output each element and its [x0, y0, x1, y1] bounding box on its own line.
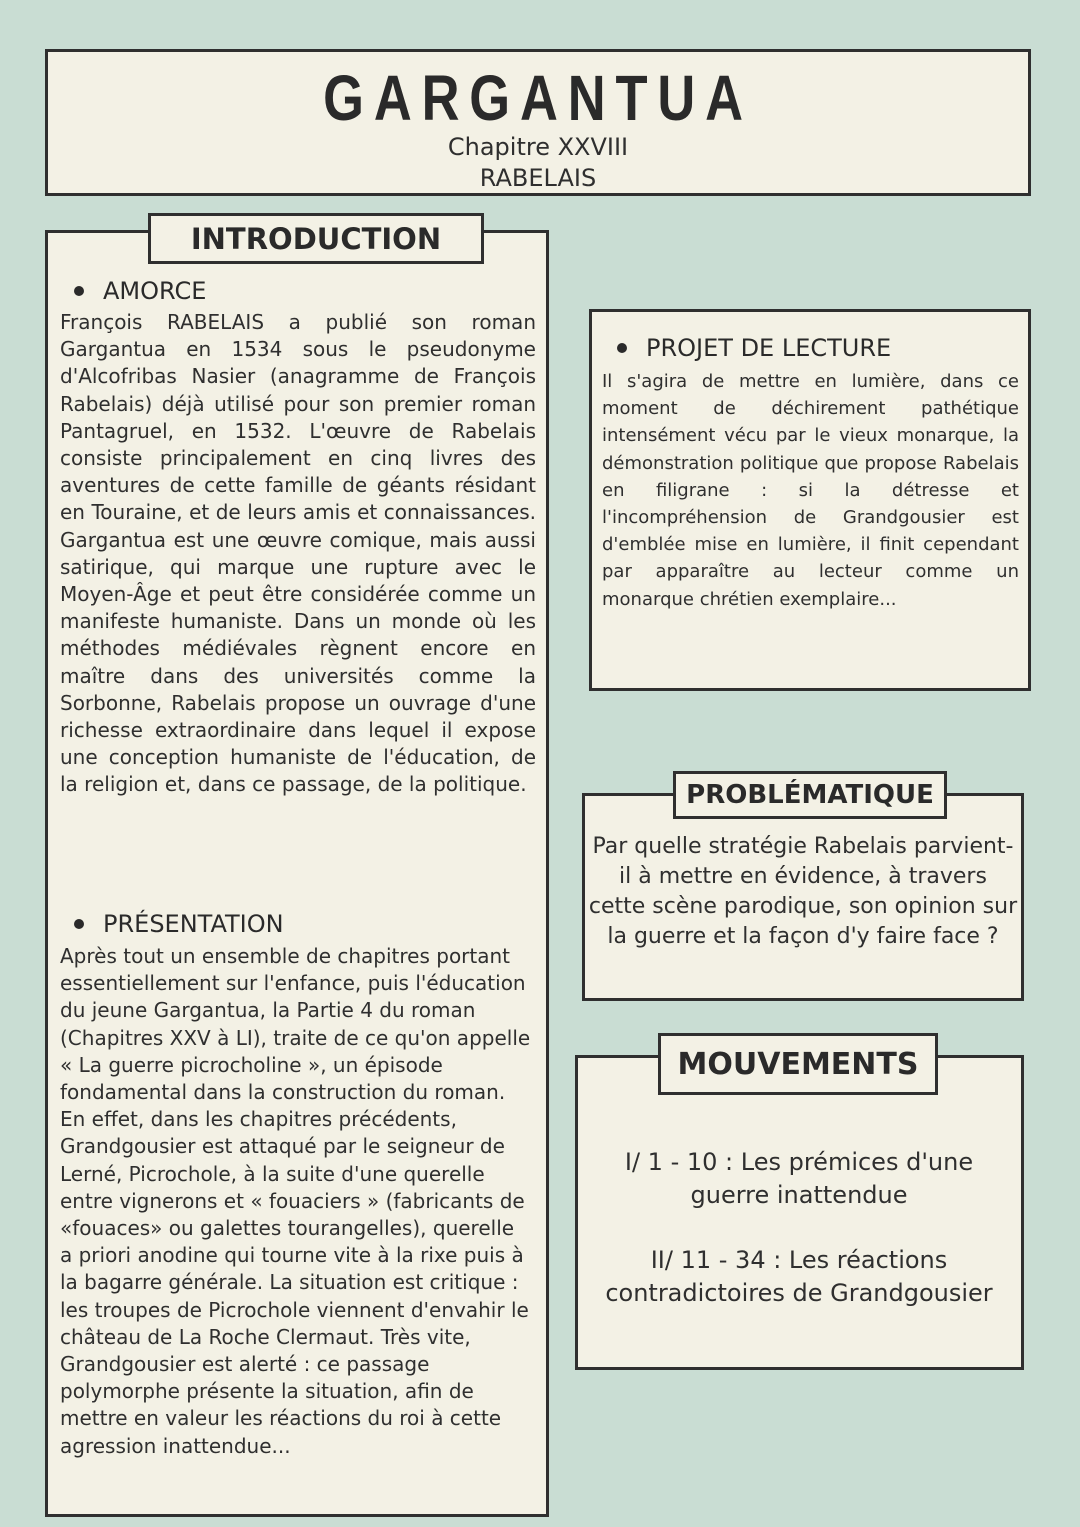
- mouvements-label: MOUVEMENTS: [658, 1033, 938, 1095]
- amorce-heading-text: AMORCE: [103, 277, 207, 305]
- mouvement-item: I/ 1 - 10 : Les prémices d'une guerre inattendue: [624, 1148, 974, 1209]
- introduction-label: INTRODUCTION: [148, 213, 484, 264]
- presentation-heading-text: PRÉSENTATION: [103, 910, 284, 938]
- problematique-label: PROBLÉMATIQUE: [673, 771, 947, 819]
- amorce-paragraph: François RABELAIS a publié son roman Gargantua en 1534 sous le pseudonyme d'Alcofribas Nasier (anagramme de François Rabelais) déjà utilisé pour son premier roman Pantagruel, en 1532. L'œuvre de Rabelais consiste principalement en cinq livres des aventures de cette famille de géants résidant en Touraine, et de leurs amis et connaissances. Gargantua est une œuvre comique, mais aussi satirique, qui marque une rupture avec le Moyen-Âge et peut être considérée comme un manifeste humaniste. Dans un monde où les méthodes médiévales règnent encore en maître dans des universités comme la Sorbonne, Rabelais propose un ouvrage d'une richesse extraordinaire dans lequel il expose une conception humaniste de l'éducation, de la religion et, dans ce passage, de la politique.: [60, 310, 536, 797]
- page-title: GARGANTUA: [323, 62, 753, 134]
- bullet-icon: [74, 919, 84, 929]
- mouvement-item: II/ 11 - 34 : Les réactions contradictoires de Grandgousier: [605, 1246, 993, 1307]
- chapter-subtitle: Chapitre XXVIII: [447, 133, 629, 161]
- presentation-heading: [74, 910, 284, 938]
- amorce-heading: [74, 277, 206, 305]
- header-banner: [45, 49, 1031, 196]
- author-subtitle: RABELAIS: [479, 164, 597, 192]
- problematique-question: Par quelle stratégie Rabelais parvient-il à mettre en évidence, à travers cette scène parodique, son opinion sur la guerre et la façon d'y faire face ?: [588, 834, 1018, 949]
- presentation-paragraph: Après tout un ensemble de chapitres portant essentiellement sur l'enfance, puis l'éducation du jeune Gargantua, la Partie 4 du roman (Chapitres XXV à LI), traite de ce qu'on appelle « La guerre picrocholine », un épisode fondamental dans la construction du roman. En effet, dans les chapitres précédents, Grandgousier est attaqué par le seigneur de Lerné, Picrochole, à la suite d'une querelle entre vignerons et « fouaciers » (fabricants de «fouaces» ou galettes tourangelles), querelle a priori anodine qui tourne vite à la rixe puis à la bagarre générale. La situation est critique : les troupes de Picrochole viennent d'envahir le château de La Roche Clermaut. Très vite, Grandgousier est alerté : ce passage polymorphe présente la situation, afin de mettre en valeur les réactions du roi à cette agression inattendue...: [60, 944, 531, 1458]
- bullet-icon: [617, 343, 627, 353]
- projet-heading: [617, 334, 891, 362]
- projet-paragraph: Il s'agira de mettre en lumière, dans ce moment de déchirement pathétique intensément vécu par le vieux monarque, la démonstration politique que propose Rabelais en filigrane : si la détresse et l'incompréhension de Grandgousier est d'emblée mise en lumière, il finit cependant par apparaître au lecteur comme un monarque chrétien exemplaire...: [602, 371, 1019, 610]
- mouvements-panel: [575, 1055, 1024, 1370]
- projet-heading-text: PROJET DE LECTURE: [646, 334, 892, 362]
- bullet-icon: [74, 286, 84, 296]
